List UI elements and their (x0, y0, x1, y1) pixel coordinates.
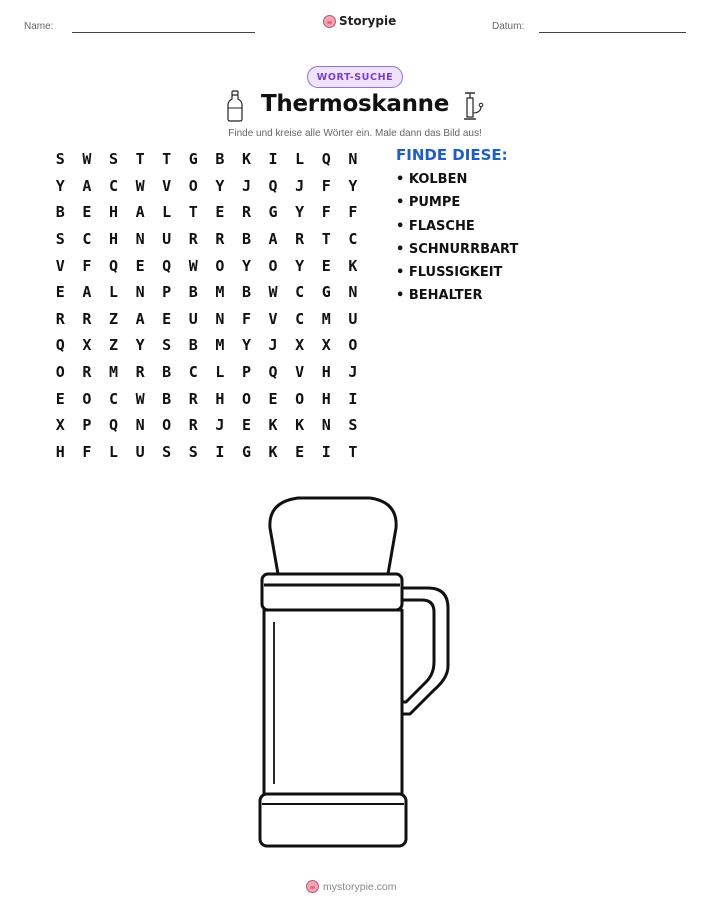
grid-letter[interactable]: O (295, 389, 305, 408)
grid-letter[interactable]: A (135, 203, 145, 222)
grid-letter[interactable]: T (162, 150, 172, 169)
grid-letter[interactable]: Q (268, 363, 278, 382)
grid-letter[interactable]: Y (135, 336, 145, 355)
grid-letter[interactable]: C (82, 230, 92, 249)
grid-letter[interactable]: Z (108, 336, 118, 355)
grid-letter[interactable]: B (188, 283, 198, 302)
grid-letter[interactable]: G (321, 283, 331, 302)
grid-letter[interactable]: O (55, 363, 65, 382)
grid-letter[interactable]: W (135, 389, 145, 408)
storypie-pig-icon (323, 15, 336, 28)
grid-letter[interactable]: I (215, 442, 225, 461)
grid-letter[interactable]: T (135, 150, 145, 169)
name-line[interactable] (72, 32, 255, 33)
grid-letter[interactable]: O (162, 416, 172, 435)
brand-name: Storypie (339, 14, 397, 28)
grid-letter[interactable]: W (135, 176, 145, 195)
grid-letter[interactable]: J (295, 176, 305, 195)
grid-letter[interactable]: N (348, 283, 358, 302)
grid-letter[interactable]: E (82, 203, 92, 222)
grid-letter[interactable]: T (321, 230, 331, 249)
grid-letter[interactable]: R (241, 203, 251, 222)
grid-letter[interactable]: S (348, 416, 358, 435)
grid-letter[interactable]: R (82, 309, 92, 328)
date-line[interactable] (539, 32, 686, 33)
grid-letter[interactable]: H (321, 363, 331, 382)
grid-letter[interactable]: Y (295, 203, 305, 222)
instructions: Finde und kreise alle Wörter ein. Male dann das Bild aus! (228, 128, 482, 139)
grid-letter[interactable]: I (268, 150, 278, 169)
grid-letter[interactable]: I (348, 389, 358, 408)
grid-letter[interactable]: O (215, 256, 225, 275)
grid-letter[interactable]: V (55, 256, 65, 275)
grid-letter[interactable]: M (108, 363, 118, 382)
grid-letter[interactable]: N (321, 416, 331, 435)
word-list-title: FINDE DIESE: (396, 146, 508, 164)
grid-letter[interactable]: Y (55, 176, 65, 195)
grid-letter[interactable]: G (188, 150, 198, 169)
storypie-pig-icon (306, 880, 319, 893)
grid-letter[interactable]: F (82, 442, 92, 461)
grid-letter[interactable]: G (268, 203, 278, 222)
pump-icon (462, 91, 486, 121)
grid-letter[interactable]: E (321, 256, 331, 275)
grid-letter[interactable]: K (241, 150, 251, 169)
grid-letter[interactable]: U (135, 442, 145, 461)
grid-letter[interactable]: Y (348, 176, 358, 195)
grid-letter[interactable]: O (348, 336, 358, 355)
grid-letter[interactable]: B (162, 363, 172, 382)
grid-letter[interactable]: L (295, 150, 305, 169)
grid-letter[interactable]: W (188, 256, 198, 275)
grid-letter[interactable]: R (215, 230, 225, 249)
grid-letter[interactable]: Y (215, 176, 225, 195)
word-item: • FLUSSIGKEIT (396, 265, 503, 281)
page-title: Thermoskanne (260, 91, 450, 117)
footer[interactable] (306, 880, 397, 893)
grid-letter[interactable]: M (321, 309, 331, 328)
grid-letter[interactable]: B (188, 336, 198, 355)
grid-letter[interactable]: B (162, 389, 172, 408)
grid-letter[interactable]: K (268, 416, 278, 435)
grid-letter[interactable]: L (108, 283, 118, 302)
grid-letter[interactable]: C (108, 176, 118, 195)
grid-letter[interactable]: R (135, 363, 145, 382)
grid-letter[interactable]: E (55, 389, 65, 408)
grid-letter[interactable]: H (55, 442, 65, 461)
grid-letter[interactable]: R (55, 309, 65, 328)
grid-letter[interactable]: F (348, 203, 358, 222)
grid-letter[interactable]: L (215, 363, 225, 382)
grid-letter[interactable]: N (135, 230, 145, 249)
grid-letter[interactable]: U (188, 309, 198, 328)
word-list (396, 172, 518, 312)
word-item: • BEHALTER (396, 288, 483, 304)
grid-letter[interactable]: G (241, 442, 251, 461)
letter-grid[interactable] (47, 146, 367, 465)
grid-letter[interactable]: E (295, 442, 305, 461)
grid-letter[interactable]: Z (108, 309, 118, 328)
grid-letter[interactable]: R (295, 230, 305, 249)
grid-letter[interactable]: S (55, 150, 65, 169)
category-badge: WORT-SUCHE (307, 66, 403, 88)
grid-letter[interactable]: X (82, 336, 92, 355)
grid-letter[interactable]: Q (108, 416, 118, 435)
grid-letter[interactable]: R (188, 230, 198, 249)
grid-letter[interactable]: Y (295, 256, 305, 275)
word-item: • PUMPE (396, 195, 461, 211)
grid-letter[interactable]: F (321, 203, 331, 222)
grid-letter[interactable]: A (135, 309, 145, 328)
grid-letter[interactable]: K (348, 256, 358, 275)
grid-letter[interactable]: Q (321, 150, 331, 169)
grid-letter[interactable]: R (188, 389, 198, 408)
grid-letter[interactable]: I (321, 442, 331, 461)
grid-letter[interactable]: J (268, 336, 278, 355)
grid-letter[interactable]: Q (268, 176, 278, 195)
grid-letter[interactable]: X (55, 416, 65, 435)
grid-letter[interactable]: O (241, 389, 251, 408)
grid-letter[interactable]: Q (108, 256, 118, 275)
grid-letter[interactable]: E (162, 309, 172, 328)
grid-letter[interactable]: K (268, 442, 278, 461)
grid-letter[interactable]: V (268, 309, 278, 328)
grid-letter[interactable]: F (82, 256, 92, 275)
grid-letter[interactable]: H (108, 230, 118, 249)
grid-letter[interactable]: C (295, 309, 305, 328)
grid-letter[interactable]: H (215, 389, 225, 408)
grid-letter[interactable]: S (162, 442, 172, 461)
grid-letter[interactable]: E (241, 416, 251, 435)
date-label: Datum: (492, 21, 525, 32)
grid-letter[interactable]: W (82, 150, 92, 169)
grid-letter[interactable]: N (135, 416, 145, 435)
grid-letter[interactable]: N (348, 150, 358, 169)
grid-letter[interactable]: E (55, 283, 65, 302)
grid-letter[interactable]: S (188, 442, 198, 461)
grid-letter[interactable]: P (82, 416, 92, 435)
grid-letter[interactable]: S (108, 150, 118, 169)
grid-letter[interactable]: O (82, 389, 92, 408)
grid-letter[interactable]: A (268, 230, 278, 249)
grid-letter[interactable]: K (295, 416, 305, 435)
grid-letter[interactable]: H (108, 203, 118, 222)
name-label: Name: (24, 21, 54, 32)
grid-letter[interactable]: Q (55, 336, 65, 355)
grid-letter[interactable]: E (268, 389, 278, 408)
grid-letter[interactable]: W (268, 283, 278, 302)
grid-letter[interactable]: X (321, 336, 331, 355)
grid-letter[interactable]: B (241, 230, 251, 249)
grid-letter[interactable]: N (135, 283, 145, 302)
grid-letter[interactable]: E (135, 256, 145, 275)
grid-letter[interactable]: P (241, 363, 251, 382)
grid-letter[interactable]: V (162, 176, 172, 195)
grid-letter[interactable]: P (162, 283, 172, 302)
grid-letter[interactable]: R (82, 363, 92, 382)
brand-logo (323, 14, 396, 28)
thermos-illustration[interactable] (250, 490, 460, 850)
grid-letter[interactable]: A (82, 176, 92, 195)
word-item: • FLASCHE (396, 218, 475, 234)
grid-letter[interactable]: N (215, 309, 225, 328)
grid-letter[interactable]: J (241, 176, 251, 195)
grid-letter[interactable]: C (188, 363, 198, 382)
grid-letter[interactable]: J (348, 363, 358, 382)
grid-letter[interactable]: F (321, 176, 331, 195)
grid-letter[interactable]: Y (241, 336, 251, 355)
grid-letter[interactable]: J (215, 416, 225, 435)
grid-letter[interactable]: Q (162, 256, 172, 275)
word-item: • SCHNURRBART (396, 241, 519, 257)
grid-letter[interactable]: T (188, 203, 198, 222)
grid-letter[interactable]: C (295, 283, 305, 302)
grid-letter[interactable]: S (162, 336, 172, 355)
grid-letter[interactable]: L (108, 442, 118, 461)
grid-letter[interactable]: X (295, 336, 305, 355)
grid-letter[interactable]: R (188, 416, 198, 435)
grid-letter[interactable]: B (241, 283, 251, 302)
grid-letter[interactable]: A (82, 283, 92, 302)
grid-letter[interactable]: B (215, 150, 225, 169)
grid-letter[interactable]: B (55, 203, 65, 222)
footer-url: mystorypie.com (323, 880, 397, 893)
grid-letter[interactable]: C (108, 389, 118, 408)
grid-letter[interactable]: U (162, 230, 172, 249)
grid-letter[interactable]: H (321, 389, 331, 408)
grid-letter[interactable]: C (348, 230, 358, 249)
grid-letter[interactable]: O (268, 256, 278, 275)
grid-letter[interactable]: F (241, 309, 251, 328)
grid-letter[interactable]: E (215, 203, 225, 222)
grid-letter[interactable]: L (162, 203, 172, 222)
grid-letter[interactable]: T (348, 442, 358, 461)
word-item: • KOLBEN (396, 172, 468, 187)
grid-letter[interactable]: S (55, 230, 65, 249)
grid-letter[interactable]: U (348, 309, 358, 328)
grid-letter[interactable]: M (215, 336, 225, 355)
grid-letter[interactable]: V (295, 363, 305, 382)
grid-letter[interactable]: Y (241, 256, 251, 275)
grid-letter[interactable]: M (215, 283, 225, 302)
grid-letter[interactable]: O (188, 176, 198, 195)
